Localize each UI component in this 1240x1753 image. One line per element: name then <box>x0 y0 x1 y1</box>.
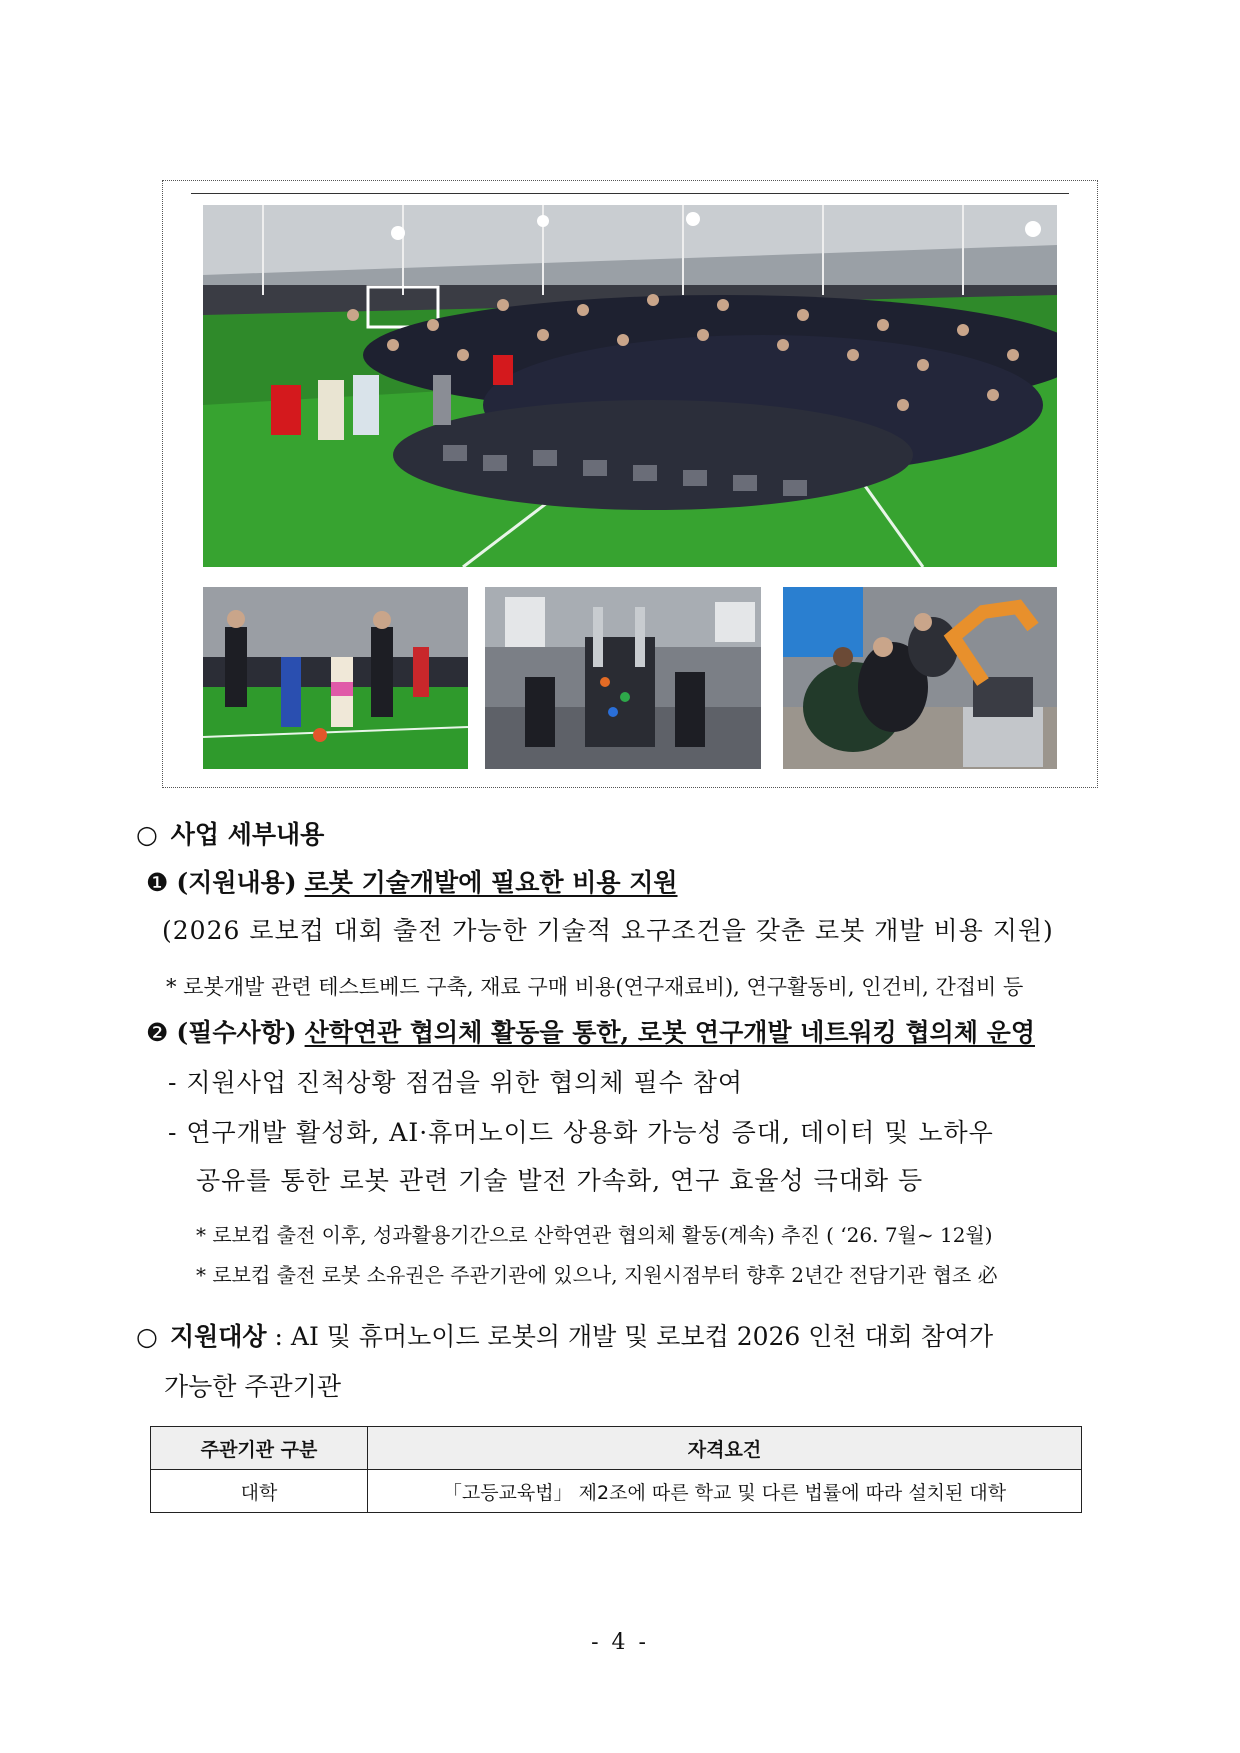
target-text: : AI 및 휴머노이드 로봇의 개발 및 로보컵 2026 인천 대회 참여가 <box>274 1322 994 1351</box>
target-text-continued: 가능한 주관기관 <box>164 1372 341 1401</box>
soccer-robots-photo <box>203 587 468 769</box>
note-item: * 로보컵 출전 이후, 성과활용기간으로 산학연관 협의체 활동(계속) 추진 ( ‘26. 7월~ 12월) <box>196 1223 993 1247</box>
dash-item: - 지원사업 진척상황 점검을 위한 협의체 필수 참여 <box>168 1068 744 1097</box>
item-headline: 로봇 기술개발에 필요한 비용 지원 <box>304 868 678 897</box>
circle-bullet-icon: ○ <box>136 820 158 849</box>
item-support-content <box>146 866 678 900</box>
item-label: (필수사항) <box>176 1018 297 1047</box>
column-header: 자격요건 <box>368 1427 1082 1470</box>
group-photo <box>203 205 1057 567</box>
item-sub-text: (2026 로보컵 대회 출전 가능한 기술적 요구조건을 갖춘 로봇 개발 비용 지원) <box>162 916 1054 945</box>
page-number: - 4 - <box>591 1630 649 1655</box>
item-label: (지원내용) <box>176 868 297 897</box>
section-heading-details <box>136 818 324 852</box>
qualification-table <box>150 1426 1082 1513</box>
number-two-icon: ❷ <box>146 1018 169 1047</box>
item-requirement <box>146 1016 1035 1050</box>
table-cell: 「고등교육법」 제2조에 따른 학교 및 다른 법률에 따라 설치된 대학 <box>368 1470 1082 1513</box>
number-one-icon: ❶ <box>146 868 169 897</box>
section-title: 사업 세부내용 <box>170 820 325 849</box>
item-note: * 로봇개발 관련 테스트베드 구축, 재료 구매 비용(연구재료비), 연구활동비, 인건비, 간접비 등 <box>166 975 1024 999</box>
dash-item: - 연구개발 활성화, AI·휴머노이드 상용화 가능성 증대, 데이터 및 노하우 <box>168 1118 994 1147</box>
robot-arms-photo <box>485 587 761 769</box>
table-header-row <box>151 1427 1082 1470</box>
team-with-robot-photo <box>783 587 1057 769</box>
table-row <box>151 1470 1082 1513</box>
note-item: * 로보컵 출전 로봇 소유권은 주관기관에 있으나, 지원시점부터 향후 2년간 전담기관 협조 必 <box>196 1263 998 1287</box>
divider-line <box>191 193 1069 194</box>
photo-collage <box>162 180 1098 788</box>
column-header: 주관기관 구분 <box>151 1427 368 1470</box>
target-label: 지원대상 <box>169 1322 267 1351</box>
item-headline: 산학연관 협의체 활동을 통한, 로봇 연구개발 네트워킹 협의체 운영 <box>304 1018 1035 1047</box>
section-target <box>136 1320 993 1354</box>
circle-bullet-icon: ○ <box>136 1322 158 1351</box>
dash-item-continued: 공유를 통한 로봇 관련 기술 발전 가속화, 연구 효율성 극대화 등 <box>196 1166 924 1195</box>
table-cell: 대학 <box>151 1470 368 1513</box>
